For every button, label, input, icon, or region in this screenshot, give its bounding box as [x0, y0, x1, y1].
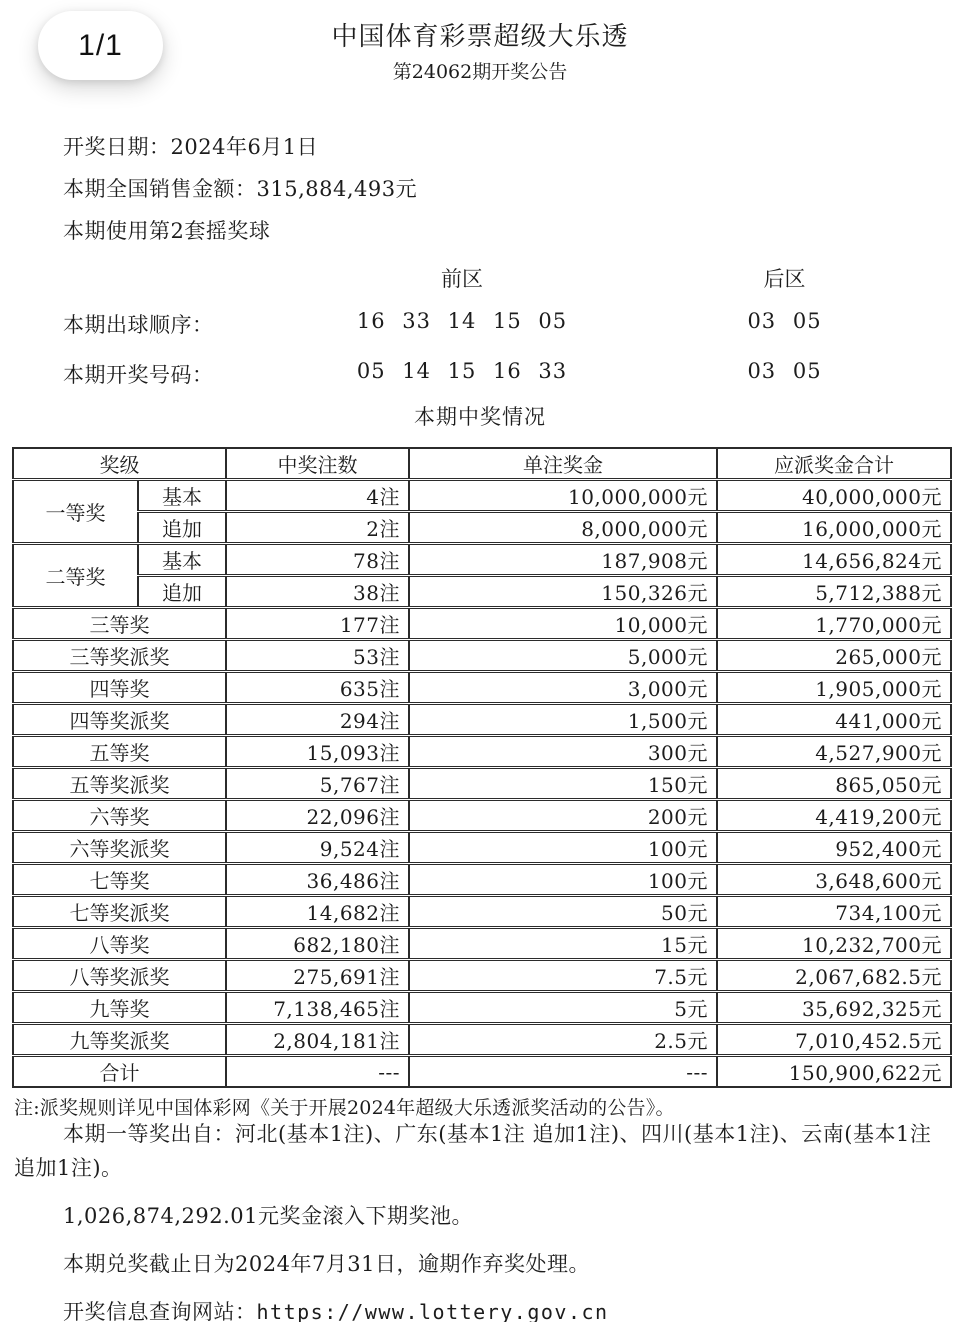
prize-level-cell: 六等奖 [13, 800, 226, 832]
column-header: 奖级 [13, 448, 226, 480]
total-payout-cell: 865,050元 [717, 768, 951, 800]
winning-count-cell: 4注 [226, 480, 409, 512]
prize-level-cell: 六等奖派奖 [13, 832, 226, 864]
prize-subtype-cell: 追加 [138, 576, 226, 608]
total-payout-cell: 2,067,682.5元 [717, 960, 951, 992]
table-row [13, 992, 951, 1024]
single-prize-cell: 200元 [409, 800, 717, 832]
prize-subtype-cell: 基本 [138, 480, 226, 512]
prize-level-cell: 八等奖 [13, 928, 226, 960]
single-prize-cell: 150,326元 [409, 576, 717, 608]
prize-level-cell: 八等奖派奖 [13, 960, 226, 992]
single-prize-cell: 3,000元 [409, 672, 717, 704]
sales-amount-line: 本期全国销售金额：315,884,493元 [63, 177, 418, 201]
single-prize-cell: 1,500元 [409, 704, 717, 736]
back-zone-label: 后区 [763, 267, 806, 291]
total-payout-cell: 35,692,325元 [717, 992, 951, 1024]
single-prize-cell: 100元 [409, 832, 717, 864]
prize-level-cell: 五等奖 [13, 736, 226, 768]
column-header: 中奖注数 [226, 448, 409, 480]
total-payout-cell: 5,712,388元 [717, 576, 951, 608]
single-prize-cell: 187,908元 [409, 544, 717, 576]
table-header-row [13, 448, 951, 480]
table-row [13, 800, 951, 832]
column-header: 单注奖金 [409, 448, 717, 480]
table-row [13, 544, 951, 576]
table-row [13, 768, 951, 800]
winning-numbers-row [0, 359, 960, 385]
table-row [13, 512, 951, 544]
single-prize-cell: 5元 [409, 992, 717, 1024]
single-prize-cell: 150元 [409, 768, 717, 800]
prize-level-cell: 合计 [13, 1056, 226, 1088]
table-row [13, 896, 951, 928]
total-payout-cell: 14,656,824元 [717, 544, 951, 576]
winning-count-cell: 9,524注 [226, 832, 409, 864]
total-payout-cell: 441,000元 [717, 704, 951, 736]
draw-info-block [14, 136, 946, 262]
prize-level-cell: 五等奖派奖 [13, 768, 226, 800]
winning-count-cell: 22,096注 [226, 800, 409, 832]
prize-level-cell: 七等奖 [13, 864, 226, 896]
total-payout-cell: 40,000,000元 [717, 480, 951, 512]
single-prize-cell: 2.5元 [409, 1024, 717, 1056]
table-row [13, 672, 951, 704]
ball-order-front-numbers: 16 33 14 15 05 [356, 309, 568, 333]
winning-count-cell: 78注 [226, 544, 409, 576]
prize-level-cell: 三等奖派奖 [13, 640, 226, 672]
prize-subtype-cell: 基本 [138, 544, 226, 576]
table-row [13, 1056, 951, 1088]
table-row [13, 704, 951, 736]
single-prize-cell: 10,000,000元 [409, 480, 717, 512]
single-prize-cell: 8,000,000元 [409, 512, 717, 544]
page-subtitle: 第24062期开奖公告 [392, 61, 568, 83]
claim-deadline: 本期兑奖截止日为2024年7月31日，逾期作弃奖处理。 [63, 1252, 591, 1276]
winning-count-cell: 36,486注 [226, 864, 409, 896]
single-prize-cell: 10,000元 [409, 608, 717, 640]
prize-level-cell: 七等奖派奖 [13, 896, 226, 928]
page-title: 中国体育彩票超级大乐透 [331, 22, 629, 52]
total-payout-cell: 265,000元 [717, 640, 951, 672]
single-prize-cell: 15元 [409, 928, 717, 960]
table-row [13, 640, 951, 672]
total-payout-cell: 16,000,000元 [717, 512, 951, 544]
single-prize-cell: 5,000元 [409, 640, 717, 672]
rollover-amount: 1,026,874,292.01元奖金滚入下期奖池。 [63, 1204, 474, 1228]
table-row [13, 864, 951, 896]
winning-count-cell: 682,180注 [226, 928, 409, 960]
winning-count-cell: 53注 [226, 640, 409, 672]
ball-order-label: 本期出球顺序： [63, 313, 214, 337]
ball-order-row [0, 309, 960, 335]
total-payout-cell: 3,648,600元 [717, 864, 951, 896]
winning-count-cell: 15,093注 [226, 736, 409, 768]
winning-count-cell: 14,682注 [226, 896, 409, 928]
winning-back-numbers: 03 05 [747, 359, 822, 383]
draw-date-line: 开奖日期：2024年6月1日 [63, 135, 319, 159]
winning-count-cell: 294注 [226, 704, 409, 736]
payout-rule-footnote: 注:派奖规则详见中国体彩网《关于开展2024年超级大乐透派奖活动的公告》。 [14, 1097, 675, 1119]
total-payout-cell: 4,527,900元 [717, 736, 951, 768]
winning-front-numbers: 05 14 15 16 33 [356, 359, 568, 383]
table-row [13, 736, 951, 768]
prize-level-cell: 三等奖 [13, 608, 226, 640]
table-row [13, 832, 951, 864]
page-indicator-label: 1/1 [78, 28, 123, 62]
ball-order-back-numbers: 03 05 [747, 309, 822, 333]
prize-level-cell: 四等奖 [13, 672, 226, 704]
prize-level-cell: 九等奖派奖 [13, 1024, 226, 1056]
footer-paragraphs [14, 1117, 948, 1322]
zone-header-row [0, 263, 960, 289]
winning-count-cell: --- [226, 1056, 409, 1088]
total-payout-cell: 952,400元 [717, 832, 951, 864]
table-row [13, 608, 951, 640]
prize-table-title: 本期中奖情况 [414, 405, 546, 429]
winning-count-cell: 275,691注 [226, 960, 409, 992]
single-prize-cell: 300元 [409, 736, 717, 768]
website-label: 开奖信息查询网站： [63, 1300, 257, 1322]
total-payout-cell: 1,905,000元 [717, 672, 951, 704]
total-payout-cell: 4,419,200元 [717, 800, 951, 832]
single-prize-cell: 50元 [409, 896, 717, 928]
winning-count-cell: 38注 [226, 576, 409, 608]
total-payout-cell: 150,900,622元 [717, 1056, 951, 1088]
table-row [13, 1024, 951, 1056]
total-payout-cell: 734,100元 [717, 896, 951, 928]
website-line [14, 1295, 948, 1322]
lottery-website-link[interactable]: https://www.lottery.gov.cn [256, 1300, 609, 1322]
prize-group-cell: 二等奖 [13, 544, 138, 608]
winning-count-cell: 7,138,465注 [226, 992, 409, 1024]
winning-count-cell: 2注 [226, 512, 409, 544]
table-row [13, 960, 951, 992]
table-row [13, 480, 951, 512]
table-row [13, 576, 951, 608]
table-row [13, 928, 951, 960]
ball-set-line: 本期使用第2套摇奖球 [63, 219, 271, 243]
total-payout-cell: 7,010,452.5元 [717, 1024, 951, 1056]
front-zone-label: 前区 [441, 267, 483, 291]
total-payout-cell: 10,232,700元 [717, 928, 951, 960]
single-prize-cell: 7.5元 [409, 960, 717, 992]
prize-group-cell: 一等奖 [13, 480, 138, 544]
prize-subtype-cell: 追加 [138, 512, 226, 544]
single-prize-cell: --- [409, 1056, 717, 1088]
winning-numbers-label: 本期开奖号码： [63, 363, 214, 387]
total-payout-cell: 1,770,000元 [717, 608, 951, 640]
prize-level-cell: 九等奖 [13, 992, 226, 1024]
column-header: 应派奖金合计 [717, 448, 951, 480]
winning-count-cell: 177注 [226, 608, 409, 640]
prize-level-cell: 四等奖派奖 [13, 704, 226, 736]
winning-count-cell: 5,767注 [226, 768, 409, 800]
winning-count-cell: 635注 [226, 672, 409, 704]
first-prize-provinces: 本期一等奖出自：河北(基本1注)、广东(基本1注 追加1注)、四川(基本1注)、云南(基本1注 追加1注)。 [14, 1122, 932, 1180]
winning-count-cell: 2,804,181注 [226, 1024, 409, 1056]
single-prize-cell: 100元 [409, 864, 717, 896]
prize-table [12, 447, 952, 1088]
